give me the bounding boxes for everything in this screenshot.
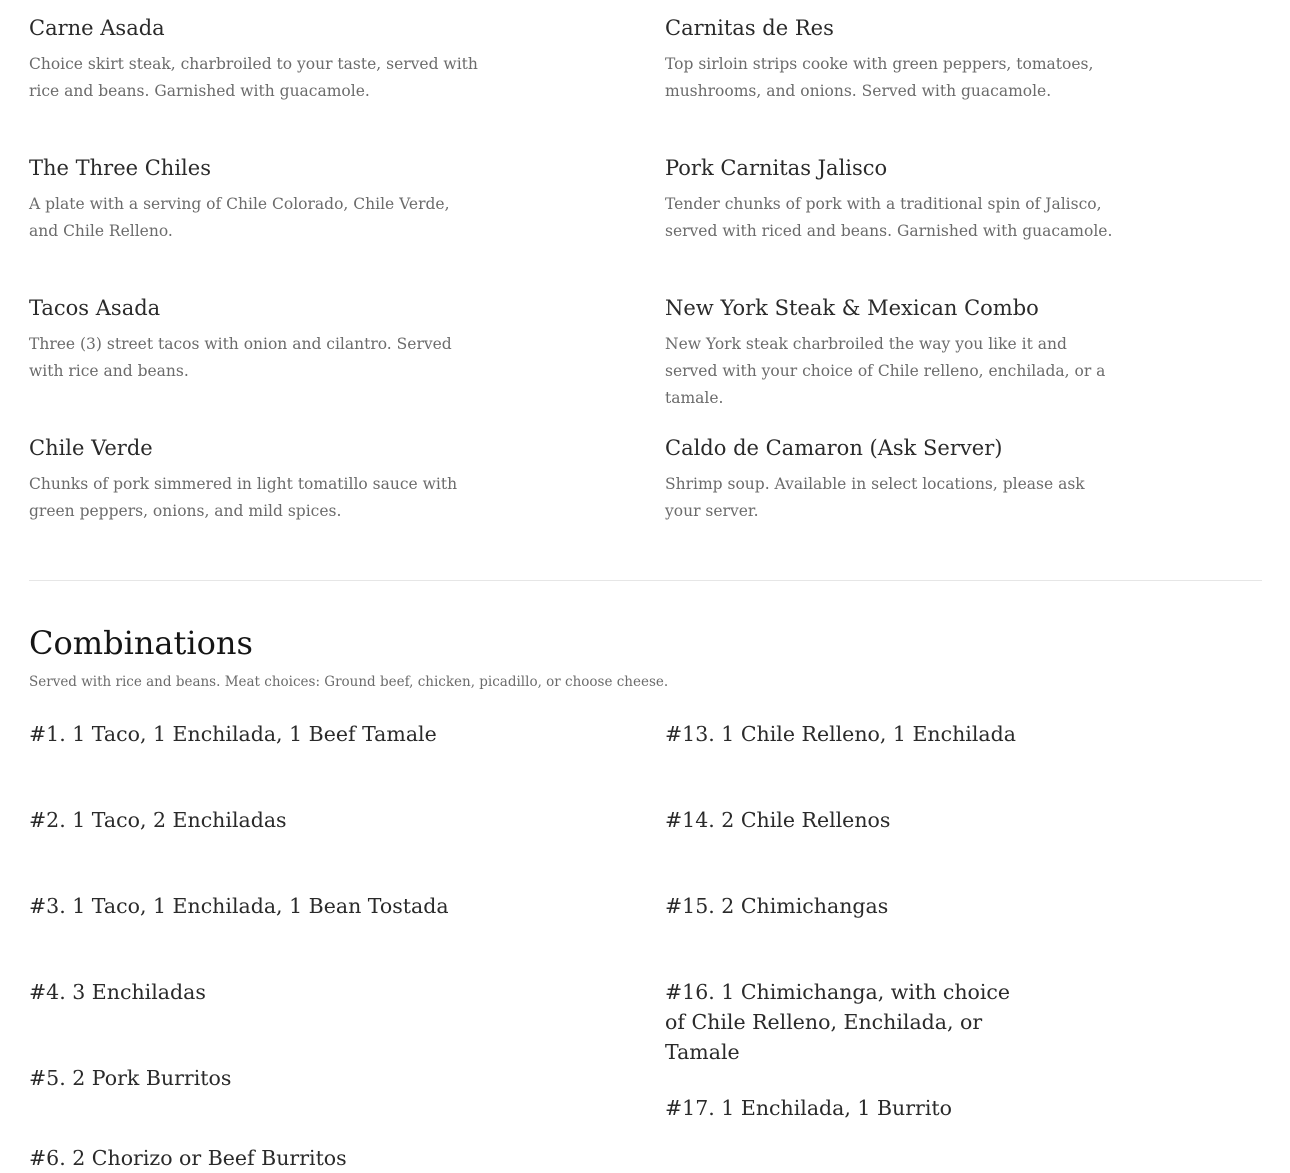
dish-title: Carnitas de Res — [665, 16, 834, 40]
dish-description: Top sirloin strips cooke with green peppers, tomatoes, mushrooms, and onions. Served with guacamole. — [665, 55, 1094, 100]
combo-item: #13. 1 Chile Relleno, 1 Enchilada — [665, 722, 1016, 746]
dish-description: A plate with a serving of Chile Colorado, Chile Verde, and Chile Relleno. — [29, 195, 450, 240]
dish-title: Caldo de Camaron (Ask Server) — [665, 436, 1003, 460]
combo-item: #2. 1 Taco, 2 Enchiladas — [29, 808, 287, 832]
dish-title: Pork Carnitas Jalisco — [665, 156, 888, 180]
combo-item: #16. 1 Chimichanga, with choice of Chile Relleno, Enchilada, or Tamale — [665, 980, 1011, 1064]
section-divider — [29, 580, 1262, 581]
combo-item: #4. 3 Enchiladas — [29, 980, 206, 1004]
combo-item: #15. 2 Chimichangas — [665, 894, 889, 918]
dish-description: Shrimp soup. Available in select locations, please ask your server. — [665, 475, 1085, 520]
dish-title: New York Steak & Mexican Combo — [665, 296, 1039, 320]
combo-item: #17. 1 Enchilada, 1 Burrito — [665, 1096, 952, 1120]
combinations-subtitle: Served with rice and beans. Meat choices: Ground beef, chicken, picadillo, or choose cheese. — [29, 674, 669, 690]
dish-title: Carne Asada — [29, 16, 165, 40]
dish-description: Three (3) street tacos with onion and cilantro. Served with rice and beans. — [29, 335, 452, 380]
combo-item: #14. 2 Chile Rellenos — [665, 808, 891, 832]
dish-description: New York steak charbroiled the way you like it and served with your choice of Chile relleno, enchilada, or a tamale. — [665, 335, 1106, 407]
dish-title: Chile Verde — [29, 436, 153, 460]
dish-description: Tender chunks of pork with a traditional spin of Jalisco, served with riced and beans. Garnished with guacamole. — [665, 195, 1113, 240]
combo-item: #3. 1 Taco, 1 Enchilada, 1 Bean Tostada — [29, 894, 449, 918]
dish-description: Chunks of pork simmered in light tomatillo sauce with green peppers, onions, and mild spices. — [29, 475, 458, 520]
combinations-heading: Combinations — [29, 624, 253, 662]
dish-title: Tacos Asada — [29, 296, 161, 320]
dish-description: Choice skirt steak, charbroiled to your taste, served with rice and beans. Garnished with guacamole. — [29, 55, 478, 100]
combo-item: #5. 2 Pork Burritos — [29, 1066, 232, 1090]
combo-item: #1. 1 Taco, 1 Enchilada, 1 Beef Tamale — [29, 722, 437, 746]
dish-title: The Three Chiles — [29, 156, 211, 180]
combo-item: #6. 2 Chorizo or Beef Burritos — [29, 1146, 347, 1170]
